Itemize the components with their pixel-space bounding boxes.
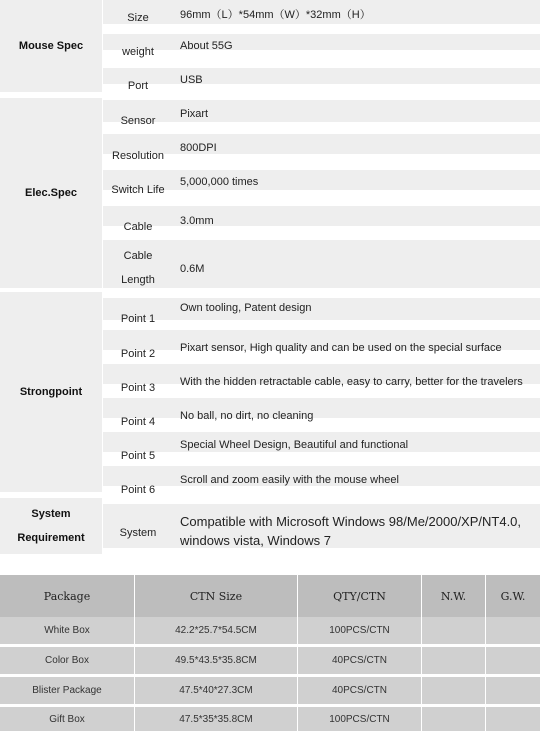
group-label <box>0 498 102 554</box>
table-cell <box>422 647 486 674</box>
spec-value: Scroll and zoom easily with the mouse wheel <box>180 474 399 486</box>
header-cell: N.W. <box>422 575 486 617</box>
table-cell: 40PCS/CTN <box>298 677 422 704</box>
spec-value: 96mm（L）*54mm（W）*32mm（H） <box>180 9 371 21</box>
spec-value <box>180 512 540 550</box>
spec-key: Point 4 <box>120 416 156 428</box>
table-cell: Gift Box <box>0 707 135 731</box>
group-label: Mouse Spec <box>0 0 102 92</box>
table-cell <box>422 707 486 731</box>
package-table-header <box>0 575 540 617</box>
group-label: Strongpoint <box>0 292 102 492</box>
table-row <box>0 647 540 674</box>
table-cell: 47.5*35*35.8CM <box>135 707 298 731</box>
spec-value: Special Wheel Design, Beautiful and functional <box>180 439 409 451</box>
spec-row <box>103 432 540 466</box>
spec-group-system <box>0 498 540 554</box>
header-cell: G.W. <box>500 589 526 603</box>
spec-value: About 55G <box>180 40 233 52</box>
spec-key: Switch Life <box>111 184 165 196</box>
table-cell <box>486 677 540 704</box>
spec-row <box>103 466 540 494</box>
spec-group-elec <box>0 98 540 290</box>
spec-value-line: windows vista, Windows 7 <box>180 533 331 548</box>
spec-key: Point 3 <box>120 382 156 394</box>
spec-row <box>103 68 540 96</box>
spec-group-mouse <box>0 0 540 96</box>
spec-row <box>103 502 540 550</box>
table-cell <box>486 647 540 674</box>
spec-value: 0.6M <box>180 263 205 275</box>
spec-key: Cable <box>123 221 153 233</box>
header-cell: Package <box>0 575 135 617</box>
spec-key: Point 2 <box>120 348 156 360</box>
table-cell: 42.2*25.7*54.5CM <box>135 617 298 644</box>
table-cell: Blister Package <box>0 677 135 704</box>
spec-value: Own tooling, Patent design <box>180 302 312 314</box>
spec-value: 3.0mm <box>180 215 214 227</box>
table-cell <box>486 617 540 644</box>
spec-key: System <box>119 527 157 539</box>
group-label: Elec.Spec <box>0 98 102 288</box>
table-row <box>0 707 540 731</box>
table-cell: 47.5*40*27.3CM <box>135 677 298 704</box>
group-label-line: System <box>31 508 71 520</box>
spec-key: Port <box>127 80 149 92</box>
spec-group-strongpoint <box>0 292 540 494</box>
spec-key: Point 1 <box>120 313 156 325</box>
spec-row <box>103 398 540 432</box>
spec-value: USB <box>180 74 203 86</box>
package-table <box>0 575 540 731</box>
spec-value: With the hidden retractable cable, easy to carry, better for the travelers <box>180 376 523 388</box>
spec-row <box>103 330 540 364</box>
table-cell <box>486 707 540 731</box>
table-cell: 100PCS/CTN <box>298 707 422 731</box>
spec-value: 5,000,000 times <box>180 176 259 188</box>
spec-row <box>103 240 540 290</box>
spec-row <box>103 364 540 398</box>
spec-key-line: Length <box>121 274 155 286</box>
spec-key: Point 6 <box>120 484 156 496</box>
header-cell: QTY/CTN <box>298 575 422 617</box>
table-row <box>0 617 540 644</box>
group-label-line: Requirement <box>17 532 85 544</box>
spec-row <box>103 98 540 132</box>
spec-row <box>103 206 540 240</box>
spec-key <box>103 244 173 292</box>
spec-key: Resolution <box>112 150 164 162</box>
spec-key-line: Cable <box>123 250 153 262</box>
header-cell: CTN Size <box>135 575 298 617</box>
spec-row <box>103 296 540 330</box>
table-cell: 40PCS/CTN <box>298 647 422 674</box>
table-cell: Color Box <box>0 647 135 674</box>
table-cell: 49.5*43.5*35.8CM <box>135 647 298 674</box>
spec-row <box>103 34 540 64</box>
spec-value: 800DPI <box>180 142 217 154</box>
spec-row <box>103 170 540 204</box>
table-row <box>0 677 540 704</box>
spec-key: Point 5 <box>120 450 156 462</box>
spec-row <box>103 134 540 168</box>
spec-key: Size <box>127 12 149 24</box>
spec-value: Pixart <box>180 108 209 120</box>
spec-value: No ball, no dirt, no cleaning <box>180 410 314 422</box>
table-cell <box>422 617 486 644</box>
table-cell <box>422 677 486 704</box>
spec-key: weight <box>122 46 154 58</box>
table-cell: 100PCS/CTN <box>298 617 422 644</box>
spec-value: Pixart sensor, High quality and can be used on the special surface <box>180 342 502 354</box>
spec-value-line: Compatible with Microsoft Windows 98/Me/2000/XP/NT4.0, <box>180 514 522 529</box>
spec-row <box>103 0 540 30</box>
spec-key: Sensor <box>120 115 156 127</box>
table-cell: White Box <box>0 617 135 644</box>
